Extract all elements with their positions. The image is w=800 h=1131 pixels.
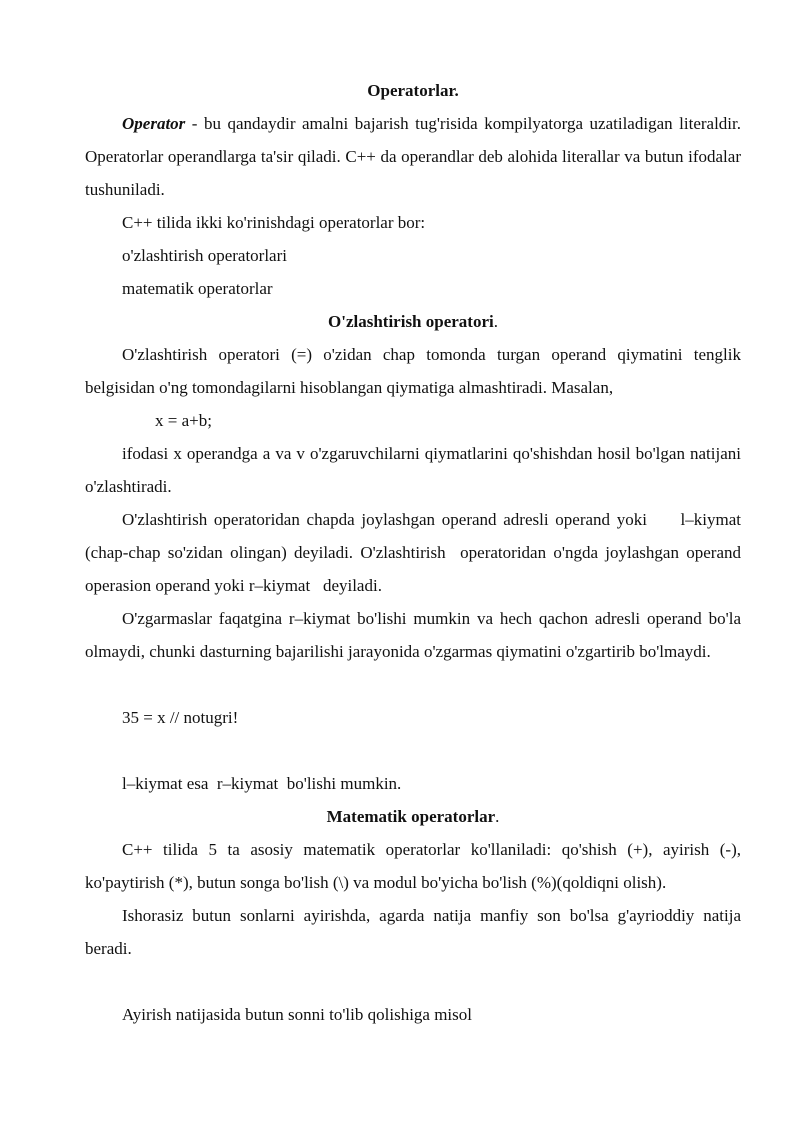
assignment-heading-dot: . xyxy=(493,312,498,331)
assignment-paragraph-1: O'zlashtirish operatori (=) o'zidan chap tomonda turgan operand qiymatini tenglik belgisidan o'ng tomondagilarni hisoblangan qiymatiga almashtiradi. Masalan, xyxy=(85,345,741,397)
math-heading xyxy=(85,800,741,833)
assignment-paragraph-4: O'zgarmaslar faqatgina r–kiymat bo'lishi mumkin va hech qachon adresli operand bo'la olmaydi, chunki dasturning bajarilishi jarayonida o'zgarmas qiymatini o'zgartirib bo'lmaydi. xyxy=(85,609,741,661)
wrong-example: 35 = x // notugri! xyxy=(122,708,239,727)
intro-text: - bu qandaydir amalni bajarish tug'risida kompilyatorga uzatiladigan literaldir. Operatorlar operandlarga ta'sir qiladi. C++ da operandlar deb alohida literallar va butun ifodalar tushuniladi. xyxy=(85,114,741,199)
assignment-example: x = a+b; xyxy=(155,411,212,430)
kinds-intro: C++ tilida ikki ko'rinishdagi operatorlar bor: xyxy=(122,213,426,232)
math-paragraph-3: Ayirish natijasida butun sonni to'lib qolishiga misol xyxy=(122,1005,472,1024)
lvalue-note: l–kiymat esa r–kiymat bo'lishi mumkin. xyxy=(122,774,402,793)
assignment-paragraph-3: O'zlashtirish operatoridan chapda joylashgan operand adresli operand yoki l–kiymat (chap-chap so'zidan olingan) deyiladi. O'zlashtirish operatoridan o'ngda joylashgan operand operasion operand yoki r–kiymat deyiladi. xyxy=(85,510,746,595)
spacer xyxy=(85,734,741,767)
document-page xyxy=(85,74,746,1031)
math-heading-dot: . xyxy=(495,807,500,826)
page-title-text: Operatorlar. xyxy=(367,81,459,100)
page-title xyxy=(85,74,741,107)
spacer xyxy=(85,965,741,998)
kind-item-assignment: o'zlashtirish operatorlari xyxy=(122,246,287,265)
operator-term: Operator xyxy=(122,114,186,133)
math-heading-text: Matematik operatorlar xyxy=(326,807,496,826)
assignment-paragraph-2: ifodasi x operandga a va v o'zgaruvchilarni qiymatlarini qo'shishdan hosil bo'lgan natijani o'zlashtiradi. xyxy=(85,444,741,496)
intro-paragraph xyxy=(85,107,741,206)
spacer xyxy=(85,668,741,701)
assignment-heading xyxy=(85,305,741,338)
kind-item-math: matematik operatorlar xyxy=(122,279,273,298)
assignment-heading-text: O'zlashtirish operatori xyxy=(328,312,494,331)
math-paragraph-1: C++ tilida 5 ta asosiy matematik operatorlar ko'llaniladi: qo'shish (+), ayirish (-), ko'paytirish (*), butun songa bo'lish (\) va modul bo'yicha bo'lish (%)(qoldiqni olish). xyxy=(85,840,741,892)
math-paragraph-2: Ishorasiz butun sonlarni ayirishda, agarda natija manfiy son bo'lsa g'ayrioddiy natija beradi. xyxy=(85,906,741,958)
